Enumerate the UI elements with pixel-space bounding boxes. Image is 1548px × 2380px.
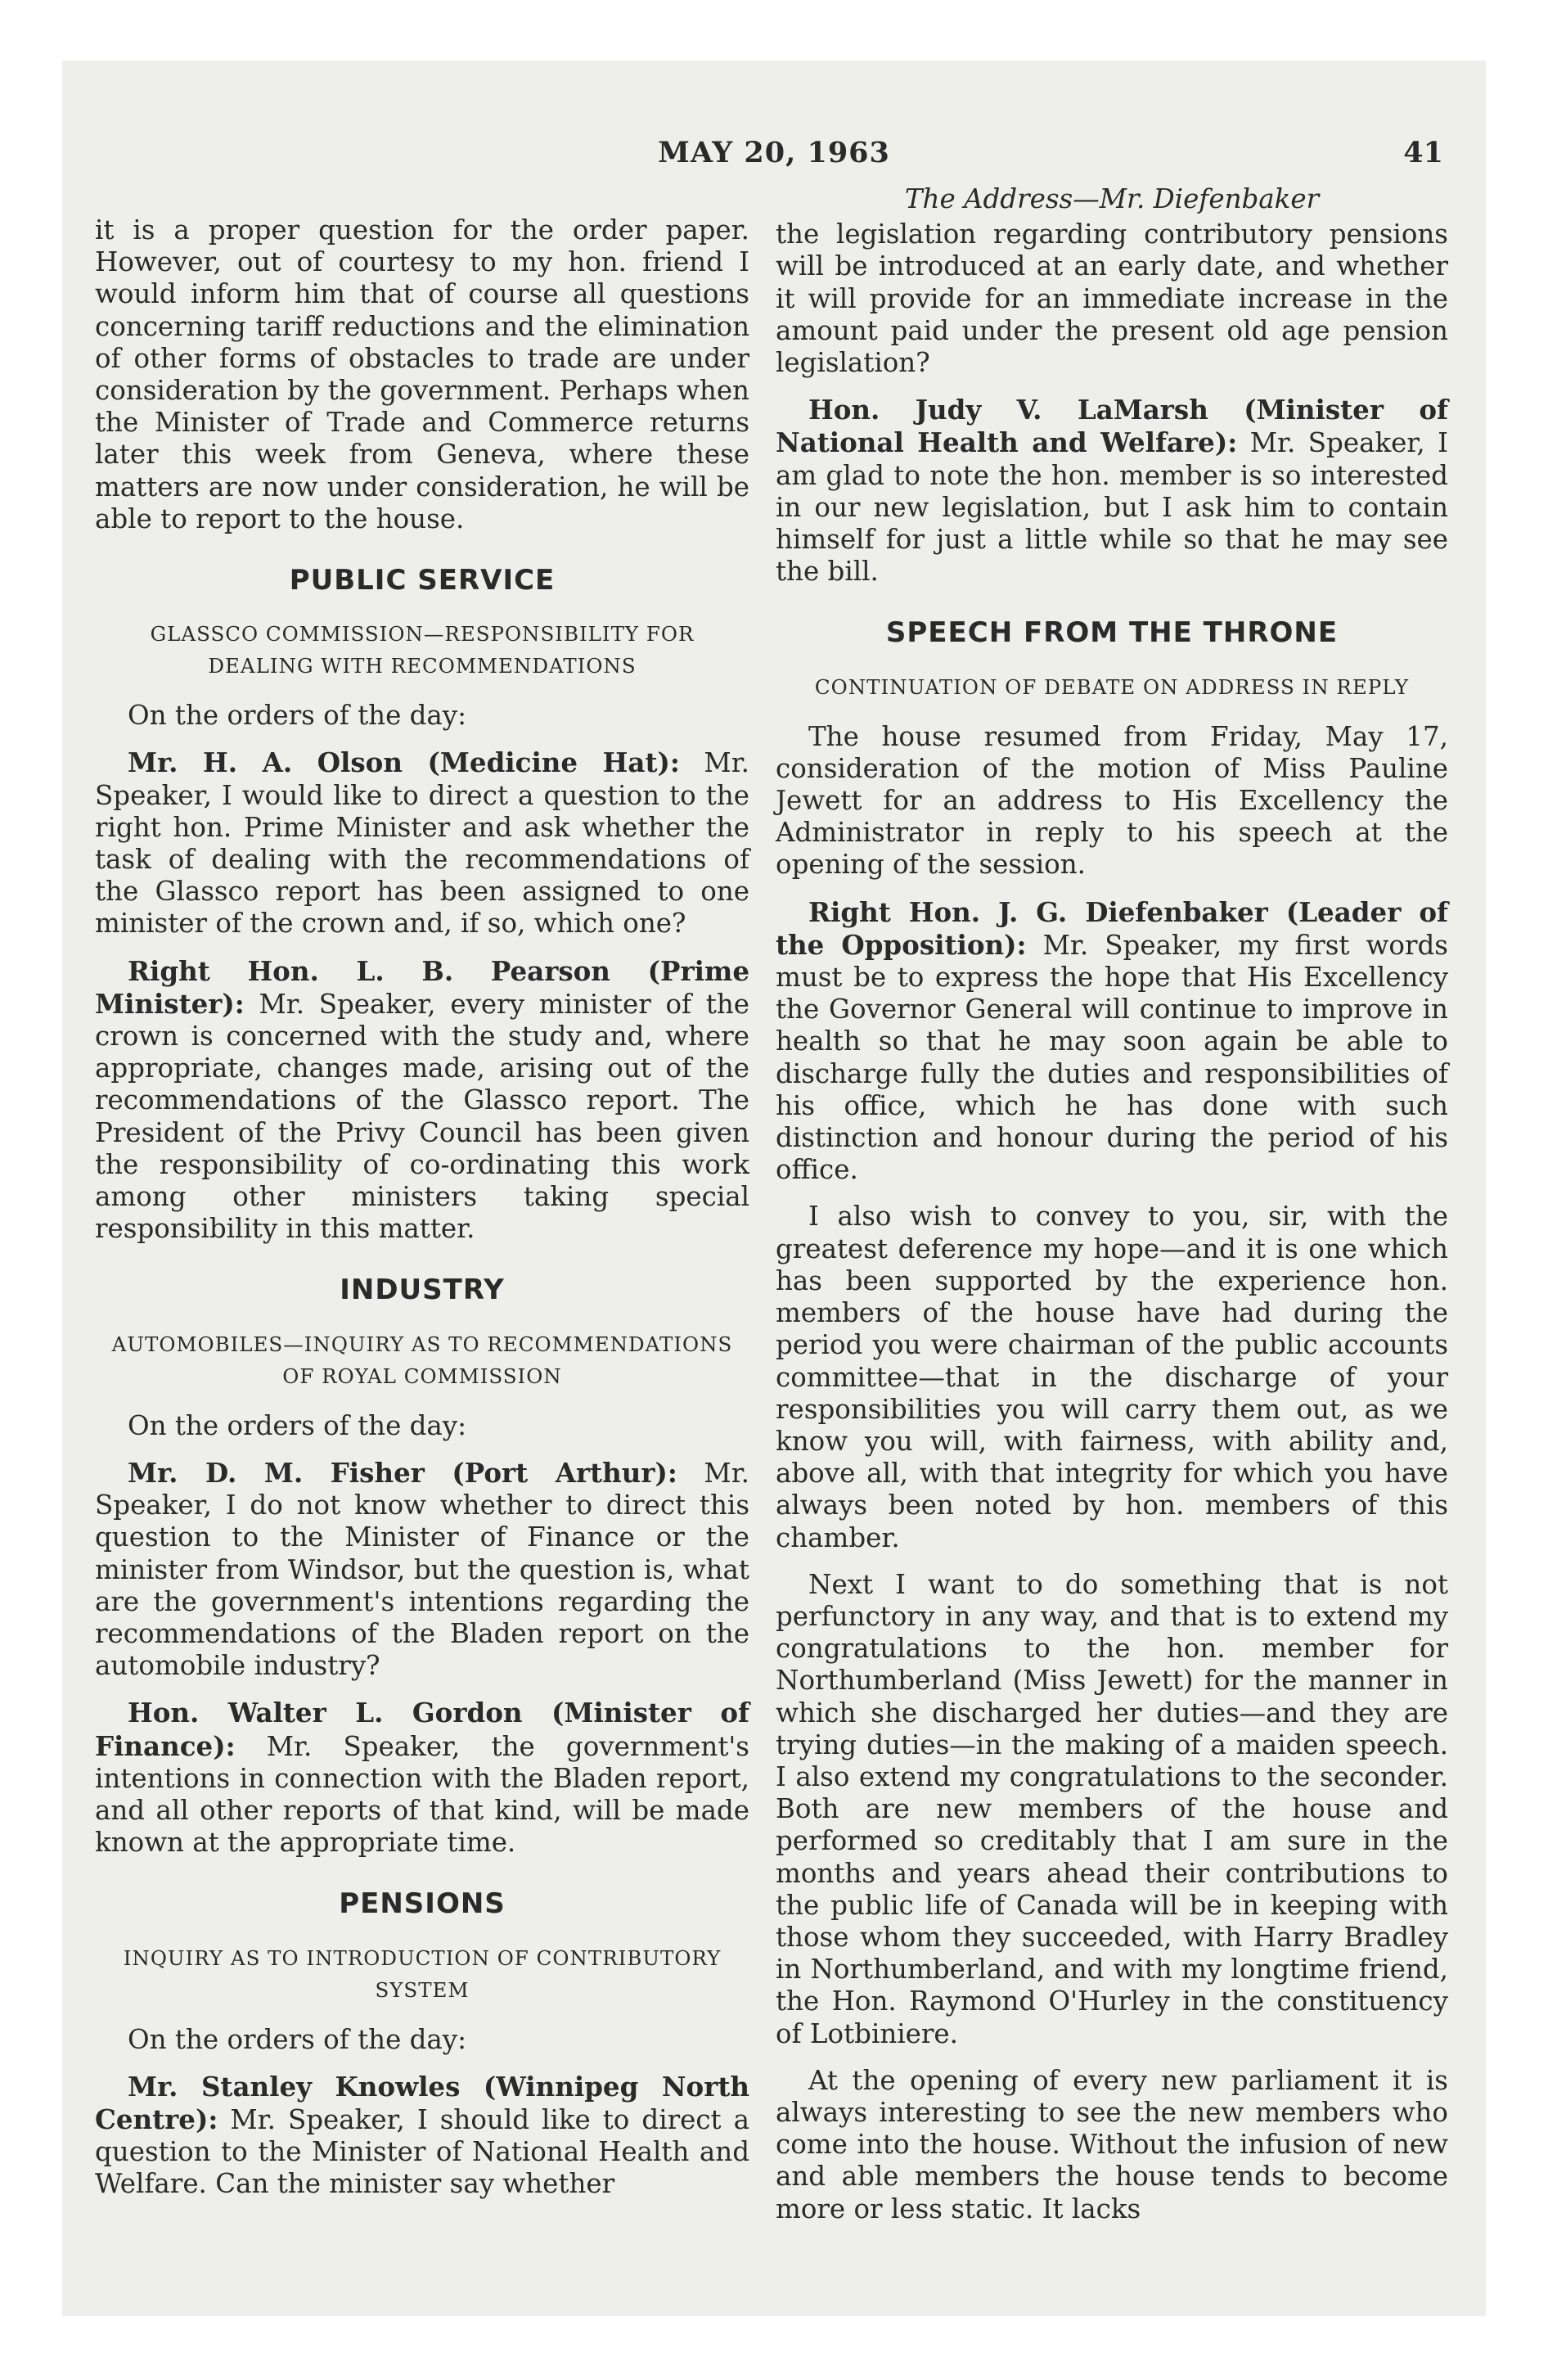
speech-text: Mr. Speaker, I do not know whether to direct this question to the Minister of Finance or the minister from Windsor, but the question is, what are the government's intentions regarding the recommendations of the Bladen report on the automobile industry? [95, 1457, 749, 1682]
right-column [776, 183, 1448, 2240]
speech-text: Mr. Speaker, my first words must be to express the hope that His Excellency the Governor General will continue to improve in health so that he may soon again be able to discharge fully the duties and responsibilities of his office, which he has done with such distinction and honour during the period of his office. [776, 929, 1448, 1186]
section-heading-pensions: PENSIONS [339, 1887, 506, 1921]
speaker-name: Hon. Judy V. LaMarsh (Minister of National Health and Welfare): [776, 394, 1448, 459]
speech-paragraph [95, 2071, 749, 2201]
section-heading-throne-speech: SPEECH FROM THE THRONE [885, 616, 1339, 650]
subheading: INQUIRY AS TO INTRODUCTION OF CONTRIBUTORY SYSTEM [123, 1945, 722, 2002]
header-date: MAY 20, 1963 [658, 136, 890, 169]
page-header [62, 136, 1486, 185]
paragraph: Next I want to do something that is not perfunctory in any way, and that is to extend my congratulations to the hon. member for Northumberland (Miss Jewett) for the manner in which she discharged her duties—and they are trying duties—in the making of a maiden speech. I also extend my congratulations to the seconder. Both are new members of the house and performed so creditably that I am sure in the months and years ahead their contributions to the public life of Canada will be in keeping with those whom they succeeded, with Harry Bradley in Northumberland, and with my longtime friend, the Hon. Raymond O'Hurley in the constituency of Lotbiniere. [776, 1568, 1448, 2049]
speaker-name: Right Hon. J. G. Diefenbaker (Leader of the Opposition): [776, 895, 1448, 961]
subheading: AUTOMOBILES—INQUIRY AS TO RECOMMENDATIONS OF ROYAL COMMISSION [111, 1332, 733, 1388]
speech-paragraph [95, 955, 749, 1246]
paragraph: it is a proper question for the order paper. However, out of courtesy to my hon. friend I would inform him that of course all questions concerning tariff reductions and the elimination of other forms of obstacles to trade are under consideration by the government. Perhaps when the Minister of Trade and Commerce returns later this week from Geneva, where these matters are now under consideration, he will be able to report to the house. [95, 214, 749, 534]
speech-paragraph [95, 746, 749, 940]
section-heading-public-service: PUBLIC SERVICE [289, 564, 556, 597]
running-title: The Address—Mr. Diefenbaker [904, 183, 1320, 214]
speech-paragraph [95, 1697, 749, 1859]
subheading: GLASSCO COMMISSION—RESPONSIBILITY FOR DEALING WITH RECOMMENDATIONS [150, 622, 695, 678]
speech-paragraph [95, 1457, 749, 1682]
speech-text: Mr. Speaker, I would like to direct a question to the right hon. Prime Minister and ask whether the task of dealing with the recommendations of the Glassco report has been assigned to one minister of the crown and, if so, which one? [95, 747, 749, 940]
speaker-name: Mr. D. M. Fisher (Port Arthur): [128, 1456, 677, 1489]
speech-text: Mr. Speaker, every minister of the crown is concerned with the study and, where appropriate, changes made, arising out of the recommendations of the Glassco report. The President of the Privy Council has been given the responsibility of co-ordinating this work among other ministers taking special responsibility in this matter. [95, 988, 749, 1245]
paragraph: At the opening of every new parliament it is always interesting to see the new members who come into the house. Without the infusion of new and able members the house tends to become more or less static. It lacks [776, 2064, 1448, 2224]
orders-of-the-day: On the orders of the day: [128, 700, 467, 732]
section-heading-industry: INDUSTRY [340, 1273, 505, 1307]
speech-paragraph [776, 896, 1448, 1187]
speech-text: Mr. Speaker, I am glad to note the hon. member is so interested in our new legislation, but I ask him to contain himself for just a little while so that he may see the bill. [776, 427, 1448, 588]
paragraph: the legislation regarding contributory pensions will be introduced at an early date, and whether it will provide for an immediate increase in the amount paid under the present old age pension legislation? [776, 219, 1448, 379]
speaker-name: Mr. H. A. Olson (Medicine Hat): [128, 746, 680, 779]
subheading: CONTINUATION OF DEBATE ON ADDRESS IN REPLY [814, 674, 1410, 699]
document-page [62, 61, 1486, 2316]
speaker-name: Mr. Stanley Knowles (Winnipeg North Centre): [95, 2070, 749, 2135]
paragraph: I also wish to convey to you, sir, with the greatest deference my hope—and it is one which has been supported by the experience hon. members of the house have had during the period you were chairman of the public accounts committee—that in the discharge of your responsibilities you will carry them out, as we know you will, with fairness, with ability and, above all, with that integrity for which you have always been noted by hon. members of this chamber. [776, 1201, 1448, 1553]
paragraph: The house resumed from Friday, May 17, consideration of the motion of Miss Pauline Jewett for an address to His Excellency the Administrator in reply to his speech at the opening of the session. [776, 720, 1448, 881]
orders-of-the-day: On the orders of the day: [128, 1409, 467, 1441]
speaker-name: Right Hon. L. B. Pearson (Prime Minister): [95, 954, 749, 1020]
left-column [95, 214, 749, 2215]
speech-text: Mr. Speaker, the government's intentions in connection with the Bladen report, and all other reports of that kind, will be made known at the appropriate time. [95, 1730, 749, 1859]
speech-paragraph [776, 394, 1448, 588]
speech-text: Mr. Speaker, I should like to direct a question to the Minister of National Health and Welfare. Can the minister say whether [95, 2103, 749, 2200]
speaker-name: Hon. Walter L. Gordon (Minister of Finance): [95, 1697, 749, 1762]
orders-of-the-day: On the orders of the day: [128, 2023, 467, 2055]
page-number: 41 [1403, 136, 1443, 169]
